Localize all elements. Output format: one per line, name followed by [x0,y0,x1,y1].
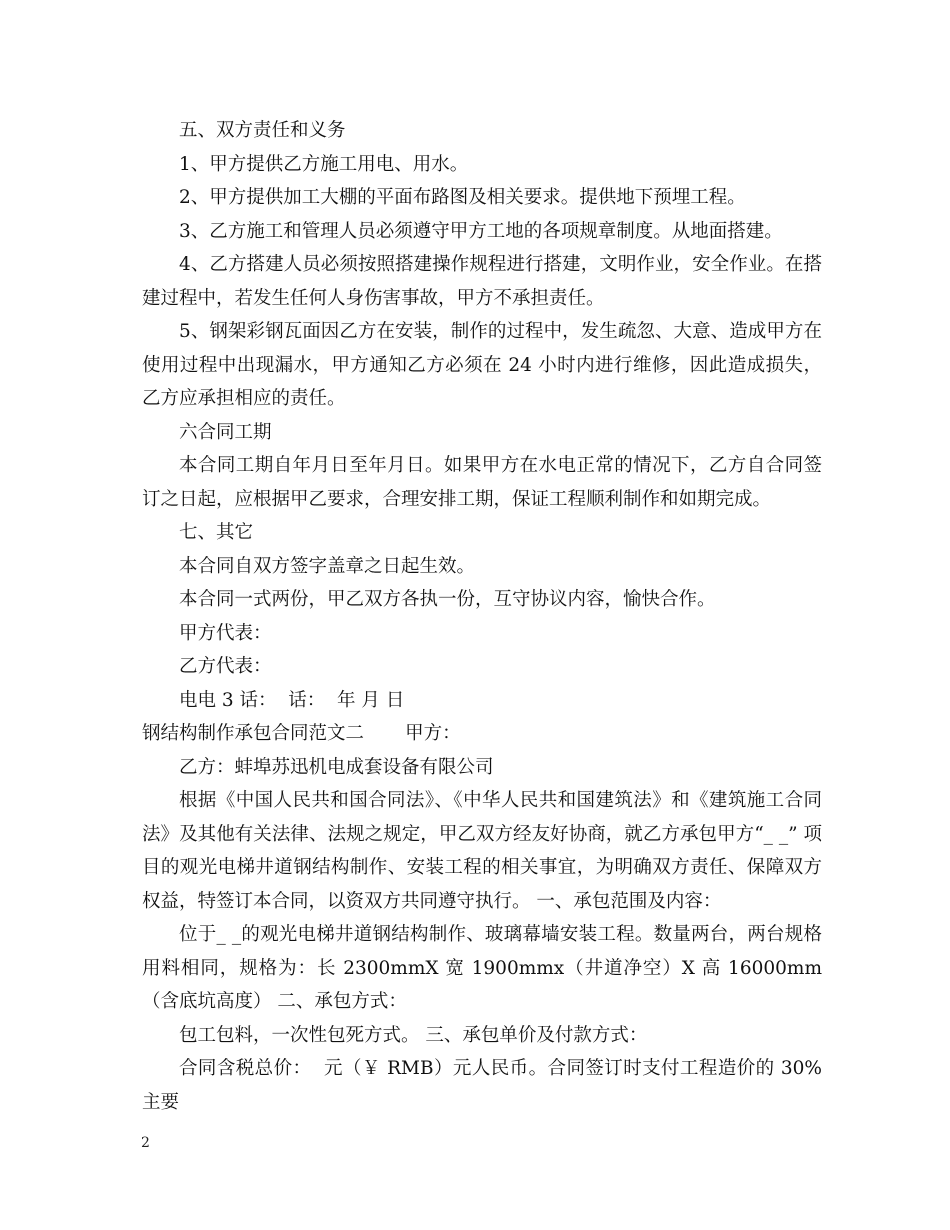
paragraph: 5、钢架彩钢瓦面因乙方在安装，制作的过程中，发生疏忽、大意、造成甲方在使用过程中出现漏水，甲方通知乙方必须在 24 小时内进行维修，因此造成损失，乙方应承担相应的责任。 [142,321,822,409]
paragraph: 1、甲方提供乙方施工用电、用水。 [179,153,469,175]
paragraph: 乙方：蚌埠苏迅机电成套设备有限公司 [179,756,494,778]
paragraph: 本合同工期自年月日至年月日。如果甲方在水电正常的情况下，乙方自合同签订之日起，应根据甲乙要求，合理安排工期，保证工程顺利制作和如期完成。 [142,455,822,510]
paragraph: 根据《中国人民共和国合同法》、《中华人民共和国建筑法》和《建筑施工合同法》及其他有关法律、法规之规定，甲乙双方经友好协商，就乙方承包甲方“_ _” 项目的观光电梯井道钢结构制作、安装工程的相关事宜，为明确双方责任、保障双方权益，特签订本合同，以资双方共同遵守执行。 一、承包范围及内容： [142,790,822,912]
paragraph: 甲方代表： [179,622,272,644]
document-body [142,114,822,1119]
paragraph: 本合同一式两份，甲乙双方各执一份，互守协议内容，愉快合作。 [179,589,716,610]
paragraph: 本合同自双方签字盖章之日起生效。 [179,555,476,577]
paragraph: 钢结构制作承包合同范文二 甲方： [142,723,461,744]
paragraph: 电电 3 话： 话： 年 月 日 [179,689,405,711]
paragraph: 4、乙方搭建人员必须按照搭建操作规程进行搭建，文明作业，安全作业。在搭建过程中，若发生任何人身伤害事故，甲方不承担责任。 [142,254,822,309]
paragraph: 五、双方责任和义务 [179,120,346,141]
paragraph: 合同含税总价： 元（￥ RMB）元人民币。合同签订时支付工程造价的 30%主要 [142,1058,822,1113]
paragraph: 六合同工期 [179,421,272,443]
paragraph: 乙方代表： [179,656,272,677]
page-number: 2 [141,1135,150,1151]
paragraph: 2、甲方提供加工大棚的平面布路图及相关要求。提供地下预埋工程。 [179,187,746,208]
paragraph: 七、其它 [179,522,254,543]
paragraph: 3、乙方施工和管理人员必须遵守甲方工地的各项规章制度。从地面搭建。 [179,220,783,242]
paragraph: 位于_ _的观光电梯井道钢结构制作、玻璃幕墙安装工程。数量两台，两台规格用料相同，规格为：长 2300mmX 宽 1900mmx（井道净空）X 高 16000mm（含底坑高度） 二、承包方式： [142,924,822,1012]
paragraph: 包工包料，一次性包死方式。 三、承包单价及付款方式： [179,1024,648,1046]
